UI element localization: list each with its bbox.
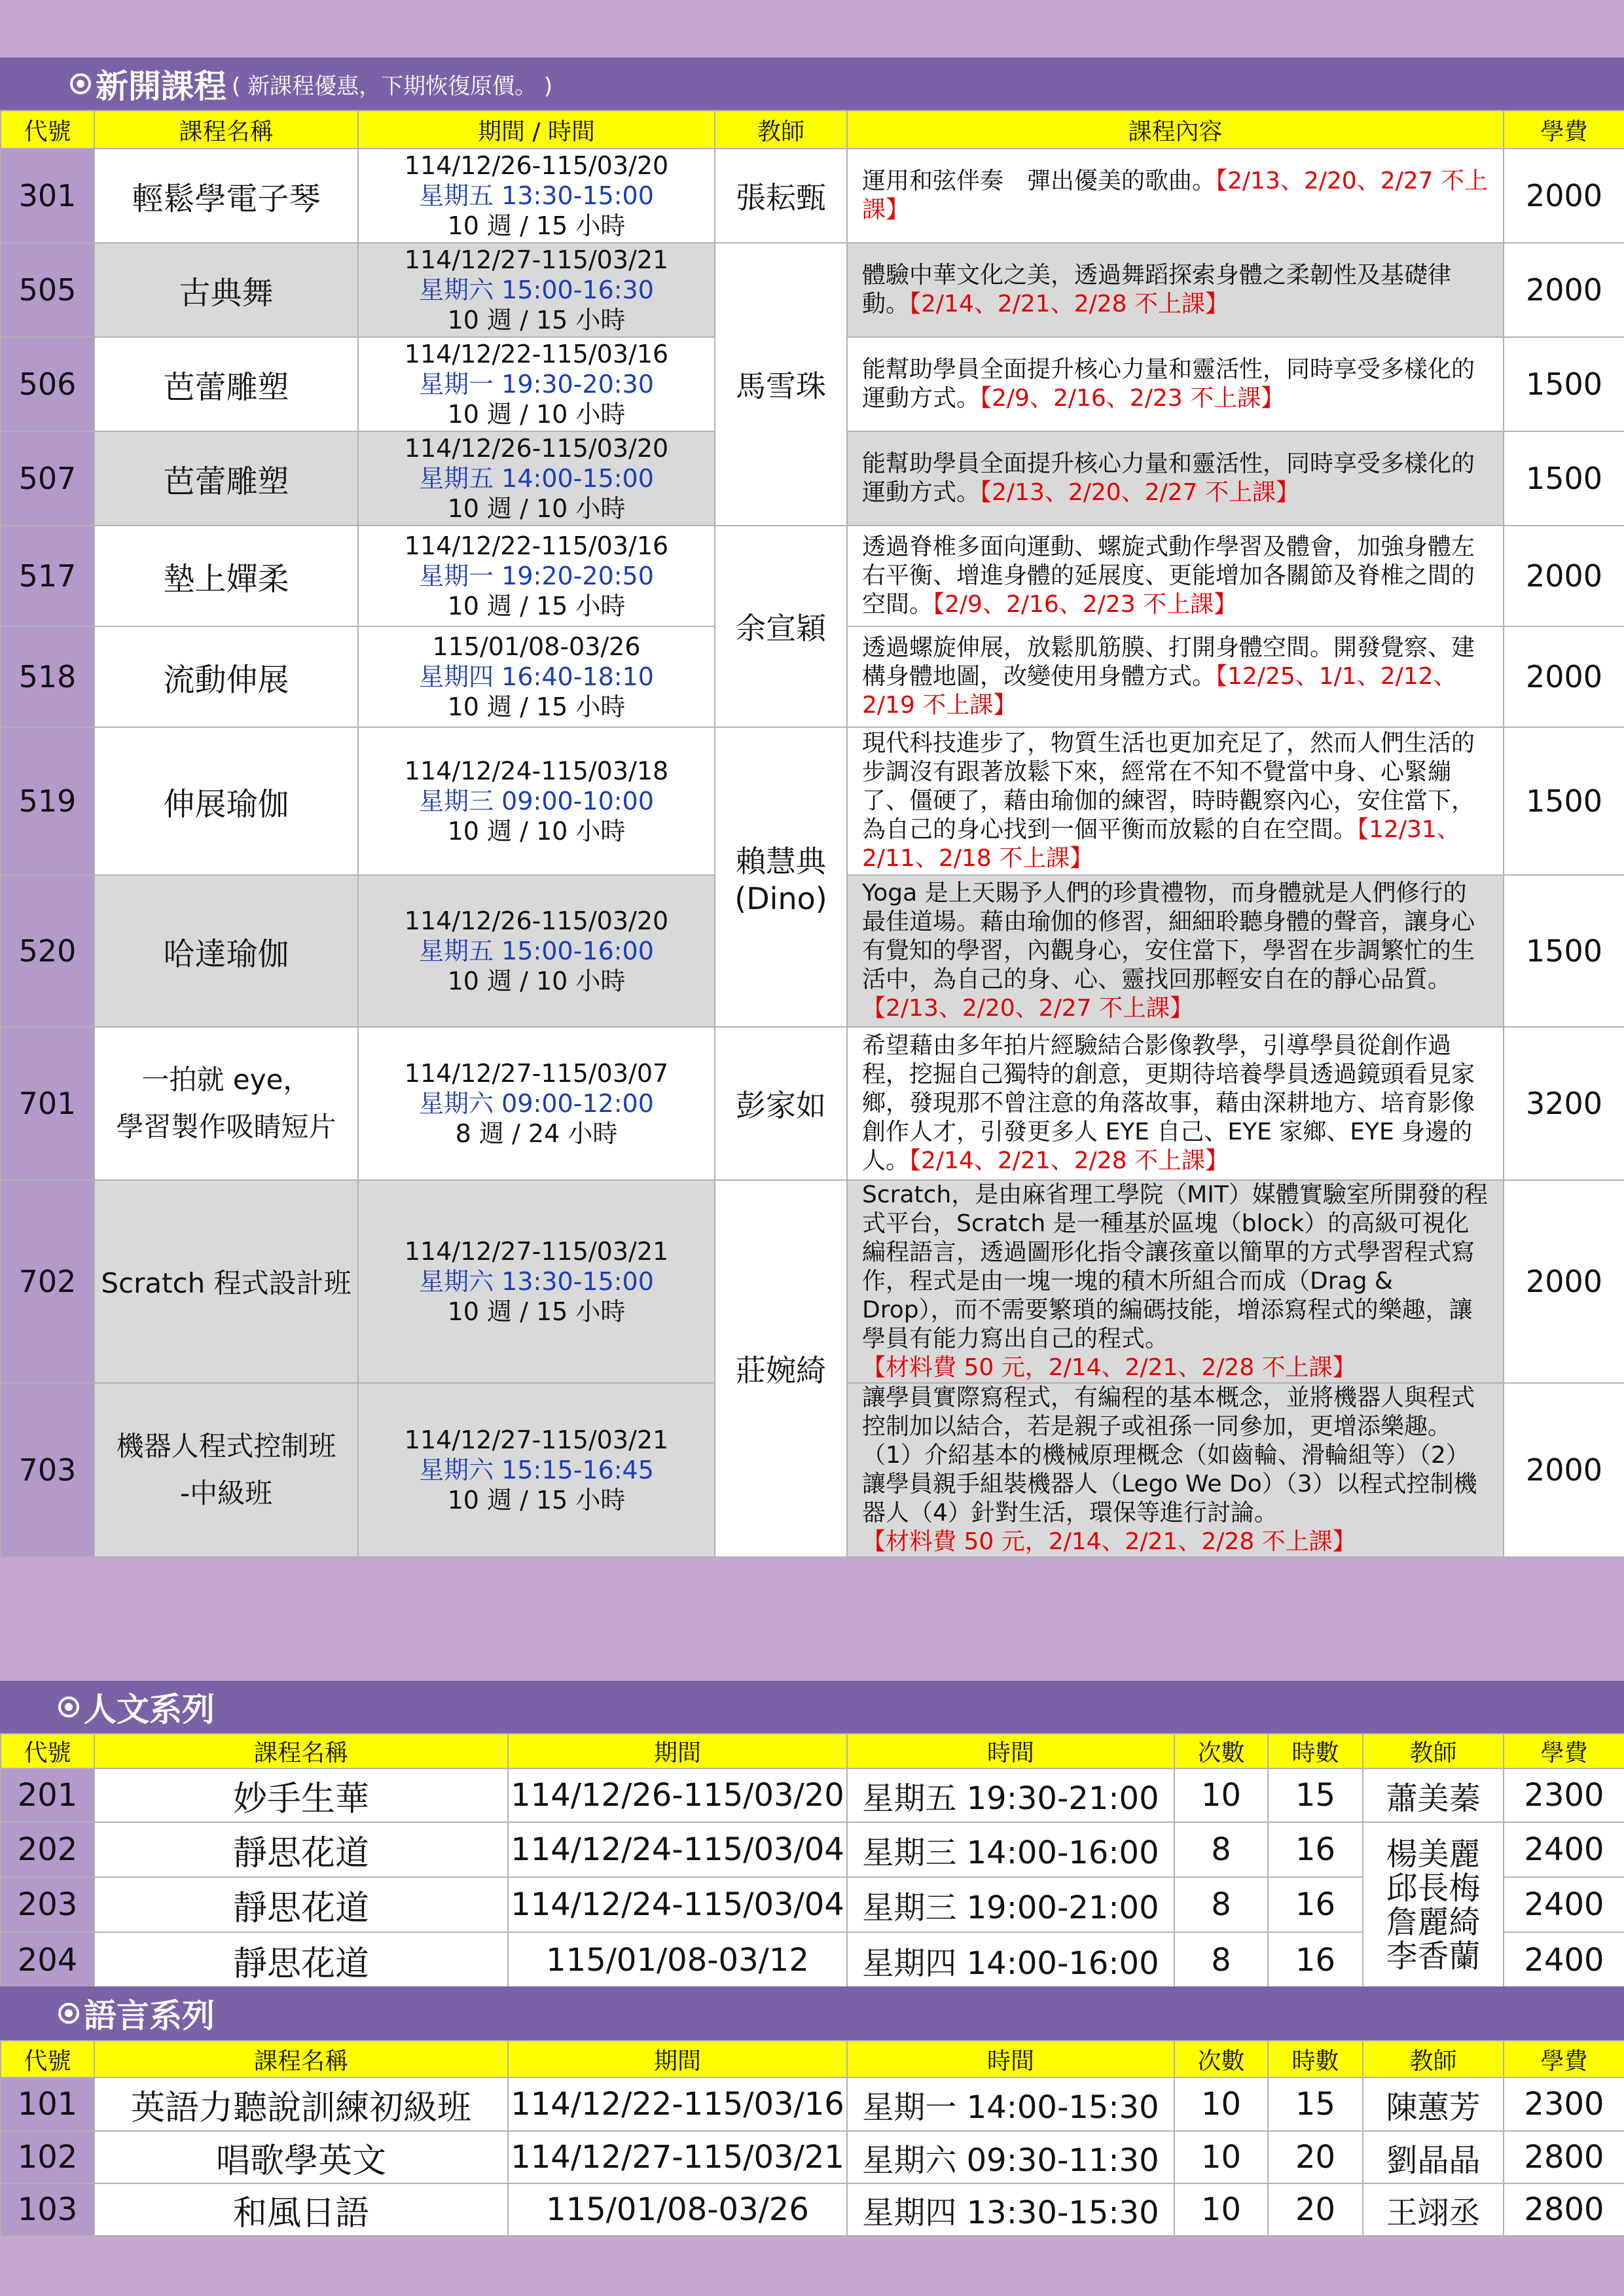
course-content bbox=[847, 1383, 1504, 1557]
header-teacher: 教師 bbox=[715, 111, 847, 149]
course-hours: 10 週 / 10 小時 bbox=[447, 967, 626, 996]
course-period: 114/12/26-115/03/20 bbox=[508, 1768, 847, 1822]
course-time: 星期六 15:00-16:30 bbox=[419, 276, 654, 304]
course-period bbox=[358, 1180, 715, 1383]
course-content bbox=[847, 149, 1504, 243]
course-teacher: 馬雪珠 bbox=[715, 243, 847, 526]
course-teacher: 張耘甄 bbox=[715, 149, 847, 243]
course-period bbox=[358, 149, 715, 243]
course-dates: 114/12/26-115/03/20 bbox=[404, 906, 669, 935]
course-fee: 2000 bbox=[1504, 243, 1624, 337]
course-fee: 3200 bbox=[1504, 1027, 1624, 1180]
double-circle-icon bbox=[58, 1696, 80, 1718]
course-content bbox=[847, 875, 1504, 1027]
course-period bbox=[358, 1027, 715, 1180]
course-period bbox=[358, 526, 715, 626]
course-name: 靜思花道 bbox=[94, 1932, 508, 1988]
header-fee: 學費 bbox=[1504, 2041, 1624, 2077]
course-dates: 114/12/26-115/03/20 bbox=[404, 151, 669, 180]
table-header-row bbox=[1, 1734, 1624, 1768]
course-teacher: 陳蕙芳 bbox=[1363, 2077, 1504, 2131]
course-name: 和風日語 bbox=[94, 2183, 508, 2236]
header-period: 期間 bbox=[508, 1734, 847, 1768]
course-name: 古典舞 bbox=[94, 243, 358, 337]
course-name: 伸展瑜伽 bbox=[94, 727, 358, 875]
course-time: 星期五 15:00-16:00 bbox=[419, 937, 654, 965]
course-period: 114/12/24-115/03/04 bbox=[508, 1877, 847, 1932]
header-code: 代號 bbox=[1, 1734, 94, 1768]
content-text: 讓學員實際寫程式，有編程的基本概念，並將機器人與程式控制加以結合，若是親子或祖孫一同參加，更增添樂趣。（1）介紹基本的機械原理概念（如齒輪、滑輪組等）（2）讓學員親手組裝機器人（Lego We Do）（3）以程式控制機器人（4）針對生活，環保等進行討論。 bbox=[862, 1384, 1477, 1526]
course-hours: 20 bbox=[1268, 2131, 1363, 2183]
course-dates: 114/12/27-115/03/21 bbox=[404, 245, 669, 274]
course-fee: 2800 bbox=[1504, 2183, 1624, 2236]
course-hours: 10 週 / 10 小時 bbox=[447, 400, 626, 429]
course-hours: 10 週 / 15 小時 bbox=[447, 592, 626, 620]
teacher-alias: (Dino) bbox=[734, 881, 827, 916]
course-hours: 16 bbox=[1268, 1822, 1363, 1877]
course-sessions: 10 bbox=[1174, 1768, 1268, 1822]
course-period: 114/12/22-115/03/16 bbox=[508, 2077, 847, 2131]
course-name: 靜思花道 bbox=[94, 1822, 508, 1877]
header-hours: 時數 bbox=[1268, 1734, 1363, 1768]
header-fee: 學費 bbox=[1504, 111, 1624, 149]
course-teacher: 彭家如 bbox=[715, 1027, 847, 1180]
course-teacher: 劉晶晶 bbox=[1363, 2131, 1504, 2183]
course-sessions: 8 bbox=[1174, 1932, 1268, 1988]
course-teacher: 余宣穎 bbox=[715, 526, 847, 727]
course-hours: 10 週 / 15 小時 bbox=[447, 211, 626, 240]
course-time: 星期一 19:30-20:30 bbox=[419, 370, 654, 399]
course-content bbox=[847, 1180, 1504, 1383]
double-circle-icon bbox=[58, 2002, 80, 2024]
course-code: 102 bbox=[1, 2131, 94, 2183]
teacher-name: 邱長梅 bbox=[1386, 1870, 1481, 1907]
double-circle-icon bbox=[69, 73, 92, 95]
table-row bbox=[1, 1180, 1624, 1383]
teacher-name: 詹麗綺 bbox=[1386, 1904, 1481, 1941]
course-sessions: 10 bbox=[1174, 2077, 1268, 2131]
table-row bbox=[1, 2131, 1624, 2183]
course-time: 星期一 14:00-15:30 bbox=[847, 2077, 1174, 2131]
content-text: 透過螺旋伸展，放鬆肌筋膜、打開身體空間。開發覺察、建構身體地圖，改變使用身體方式。 bbox=[862, 634, 1475, 690]
course-teacher: 王翊丞 bbox=[1363, 2183, 1504, 2236]
course-period: 115/01/08-03/12 bbox=[508, 1932, 847, 1988]
course-time: 星期五 14:00-15:00 bbox=[419, 464, 654, 493]
content-text: 能幫助學員全面提升核心力量和靈活性，同時享受多樣化的運動方式。 bbox=[862, 356, 1475, 412]
course-name bbox=[94, 1383, 358, 1557]
course-name: Scratch 程式設計班 bbox=[94, 1180, 358, 1383]
header-time: 時間 bbox=[847, 2041, 1174, 2077]
humanities-table bbox=[0, 1733, 1624, 1989]
no-class-note: 【材料費 50 元，2/14、2/21、2/28 不上課】 bbox=[862, 1528, 1356, 1555]
course-period bbox=[358, 727, 715, 875]
course-dates: 115/01/08-03/26 bbox=[432, 632, 641, 661]
table-row bbox=[1, 2077, 1624, 2131]
course-dates: 114/12/27-115/03/07 bbox=[404, 1059, 669, 1088]
course-code: 517 bbox=[1, 526, 94, 626]
table-row bbox=[1, 1027, 1624, 1180]
header-name: 課程名稱 bbox=[94, 111, 358, 149]
course-hours: 10 週 / 15 小時 bbox=[447, 1297, 626, 1326]
course-hours: 16 bbox=[1268, 1877, 1363, 1932]
course-time: 星期三 19:00-21:00 bbox=[847, 1877, 1174, 1932]
header-code: 代號 bbox=[1, 111, 94, 149]
course-dates: 114/12/22-115/03/16 bbox=[404, 531, 669, 560]
header-fee: 學費 bbox=[1504, 1734, 1624, 1768]
course-dates: 114/12/22-115/03/16 bbox=[404, 340, 669, 368]
header-code: 代號 bbox=[1, 2041, 94, 2077]
course-time: 星期四 13:30-15:30 bbox=[847, 2183, 1174, 2236]
course-fee: 1500 bbox=[1504, 727, 1624, 875]
course-code: 201 bbox=[1, 1768, 94, 1822]
table-row bbox=[1, 1822, 1624, 1877]
course-fee: 2400 bbox=[1504, 1932, 1624, 1988]
course-content bbox=[847, 727, 1504, 875]
course-fee: 2400 bbox=[1504, 1822, 1624, 1877]
course-time: 星期五 19:30-21:00 bbox=[847, 1768, 1174, 1822]
course-code: 702 bbox=[1, 1180, 94, 1383]
course-fee: 2000 bbox=[1504, 1383, 1624, 1557]
content-text: Scratch，是由麻省理工學院（MIT）媒體實驗室所開發的程式平台，Scratch 是一種基於區塊（block）的高級可視化編程語言，透過圖形化指令讓孩童以簡單的方式學習程式寫作，程式是由一塊一塊的積木所組合而成（Drag & Drop），而不需要繁瑣的編碼技能，增添寫程式的樂趣，讓學員有能力寫出自己的程式。 bbox=[862, 1181, 1488, 1352]
content-text: 能幫助學員全面提升核心力量和靈活性，同時享受多樣化的運動方式。 bbox=[862, 450, 1475, 506]
course-hours: 15 bbox=[1268, 2077, 1363, 2131]
table-header-row bbox=[1, 2041, 1624, 2077]
course-time: 星期六 09:30-11:30 bbox=[847, 2131, 1174, 2183]
course-code: 203 bbox=[1, 1877, 94, 1932]
content-text: Yoga 是上天賜予人們的珍貴禮物，而身體就是人們修行的最佳道場。藉由瑜伽的修習，細細聆聽身體的聲音，讓身心有覺知的學習，內觀身心，安住當下，學習在步調繁忙的生活中，為自己的身、心、靈找回那輕安自在的靜心品質。 bbox=[862, 880, 1475, 993]
course-time: 星期一 19:20-20:50 bbox=[419, 562, 654, 590]
course-name: 哈達瑜伽 bbox=[94, 875, 358, 1027]
course-code: 520 bbox=[1, 875, 94, 1027]
course-hours: 10 週 / 15 小時 bbox=[447, 1486, 626, 1515]
course-content bbox=[847, 626, 1504, 727]
header-hours: 時數 bbox=[1268, 2041, 1363, 2077]
table-row bbox=[1, 727, 1624, 875]
header-time: 時間 bbox=[847, 1734, 1174, 1768]
course-period bbox=[358, 431, 715, 526]
content-text: 希望藉由多年拍片經驗結合影像教學，引導學員從創作過程，挖掘自己獨特的創意，更期待培養學員透過鏡頭看見家鄉，發現那不曾注意的角落故事，藉由深耕地方、培育影像創作人才，引發更多人 EYE 自己、EYE 家鄉、EYE 身邊的人。 bbox=[862, 1032, 1475, 1174]
course-name: 流動伸展 bbox=[94, 626, 358, 727]
course-hours: 10 週 / 15 小時 bbox=[447, 692, 626, 721]
course-time: 星期六 09:00-12:00 bbox=[419, 1089, 654, 1118]
course-dates: 114/12/24-115/03/18 bbox=[404, 757, 669, 785]
course-code: 703 bbox=[1, 1383, 94, 1557]
course-code: 507 bbox=[1, 431, 94, 526]
course-hours: 15 bbox=[1268, 1768, 1363, 1822]
course-fee: 2000 bbox=[1504, 1180, 1624, 1383]
course-dates: 114/12/26-115/03/20 bbox=[404, 434, 669, 463]
new-courses-table bbox=[0, 110, 1624, 1558]
course-sessions: 8 bbox=[1174, 1877, 1268, 1932]
course-teacher: 莊婉綺 bbox=[715, 1180, 847, 1557]
course-name: 唱歌學英文 bbox=[94, 2131, 508, 2183]
course-period: 115/01/08-03/26 bbox=[508, 2183, 847, 2236]
header-period: 期間 / 時間 bbox=[358, 111, 715, 149]
course-code: 204 bbox=[1, 1932, 94, 1988]
course-code: 101 bbox=[1, 2077, 94, 2131]
header-period: 期間 bbox=[508, 2041, 847, 2077]
content-text: 體驗中華文化之美，透過舞蹈探索身體之柔韌性及基礎律動。 bbox=[862, 262, 1452, 317]
course-fee: 2000 bbox=[1504, 149, 1624, 243]
course-time: 星期六 15:15-16:45 bbox=[419, 1456, 654, 1484]
course-fee: 1500 bbox=[1504, 875, 1624, 1027]
course-name bbox=[94, 1027, 358, 1180]
course-hours: 20 bbox=[1268, 2183, 1363, 2236]
course-fee: 2400 bbox=[1504, 1877, 1624, 1932]
content-text: 運用和弦伴奏 彈出優美的歌曲。 bbox=[862, 168, 1216, 194]
course-name: 墊上嬋柔 bbox=[94, 526, 358, 626]
course-fee: 2000 bbox=[1504, 526, 1624, 626]
course-code: 202 bbox=[1, 1822, 94, 1877]
course-time: 星期四 14:00-16:00 bbox=[847, 1932, 1174, 1988]
course-name-line1: 一拍就 eye， bbox=[141, 1064, 311, 1096]
no-class-note: 【材料費 50 元，2/14、2/21、2/28 不上課】 bbox=[862, 1354, 1356, 1381]
course-period bbox=[358, 243, 715, 337]
section-title: 新開課程 bbox=[96, 67, 226, 105]
course-name-line2: -中級班 bbox=[179, 1477, 273, 1509]
table-row bbox=[1, 2183, 1624, 2236]
course-fee: 2800 bbox=[1504, 2131, 1624, 2183]
course-hours: 10 週 / 10 小時 bbox=[447, 817, 626, 846]
no-class-note: 【2/13、2/20、2/27 不上課】 bbox=[862, 168, 1488, 223]
header-name: 課程名稱 bbox=[94, 1734, 508, 1768]
table-row bbox=[1, 149, 1624, 243]
course-content bbox=[847, 243, 1504, 337]
teacher-name: 楊美麗 bbox=[1386, 1836, 1481, 1873]
course-code: 519 bbox=[1, 727, 94, 875]
course-code: 103 bbox=[1, 2183, 94, 2236]
course-name: 妙手生華 bbox=[94, 1768, 508, 1822]
course-name: 輕鬆學電子琴 bbox=[94, 149, 358, 243]
course-code: 505 bbox=[1, 243, 94, 337]
no-class-note: 【12/25、1/1、2/12、2/19 不上課】 bbox=[862, 663, 1457, 719]
course-code: 518 bbox=[1, 626, 94, 727]
course-fee: 1500 bbox=[1504, 337, 1624, 431]
course-name: 靜思花道 bbox=[94, 1877, 508, 1932]
section-title: 人文系列 bbox=[84, 1691, 215, 1729]
course-time: 星期六 13:30-15:00 bbox=[419, 1267, 654, 1296]
content-text: 透過脊椎多面向運動、螺旋式動作學習及體會，加強身體左右平衡、增進身體的延展度、更能增加各關節及脊椎之間的空間。 bbox=[862, 533, 1475, 618]
no-class-note: 【12/31、2/11、2/18 不上課】 bbox=[862, 816, 1460, 872]
header-teacher: 教師 bbox=[1363, 2041, 1504, 2077]
course-content bbox=[847, 1027, 1504, 1180]
course-fee: 2300 bbox=[1504, 1768, 1624, 1822]
course-sessions: 10 bbox=[1174, 2131, 1268, 2183]
course-name: 芭蕾雕塑 bbox=[94, 431, 358, 526]
header-sessions: 次數 bbox=[1174, 1734, 1268, 1768]
course-name: 英語力聽說訓練初級班 bbox=[94, 2077, 508, 2131]
course-dates: 114/12/27-115/03/21 bbox=[404, 1426, 669, 1454]
course-content bbox=[847, 431, 1504, 526]
course-code: 506 bbox=[1, 337, 94, 431]
table-row bbox=[1, 243, 1624, 337]
course-fee: 1500 bbox=[1504, 431, 1624, 526]
no-class-note: 【2/14、2/21、2/28 不上課】 bbox=[909, 291, 1229, 317]
course-time: 星期三 09:00-10:00 bbox=[419, 787, 654, 816]
course-teacher bbox=[715, 727, 847, 1027]
course-hours: 10 週 / 15 小時 bbox=[447, 306, 626, 334]
course-dates: 114/12/27-115/03/21 bbox=[404, 1237, 669, 1266]
no-class-note: 【2/13、2/20、2/27 不上課】 bbox=[980, 479, 1299, 506]
course-name: 芭蕾雕塑 bbox=[94, 337, 358, 431]
table-row bbox=[1, 1768, 1624, 1822]
teacher-name: 李香蘭 bbox=[1386, 1938, 1481, 1975]
language-table bbox=[0, 2040, 1624, 2236]
course-period bbox=[358, 875, 715, 1027]
table-row bbox=[1, 526, 1624, 626]
section-banner-new-courses bbox=[0, 58, 1624, 110]
section-subtitle: ( 新課程優惠，下期恢復原價。 ) bbox=[232, 73, 553, 99]
course-fee: 2000 bbox=[1504, 626, 1624, 727]
no-class-note: 【2/9、2/16、2/23 不上課】 bbox=[933, 591, 1238, 618]
header-name: 課程名稱 bbox=[94, 2041, 508, 2077]
course-fee: 2300 bbox=[1504, 2077, 1624, 2131]
course-period bbox=[358, 626, 715, 727]
course-code: 301 bbox=[1, 149, 94, 243]
course-hours: 8 週 / 24 小時 bbox=[455, 1119, 618, 1148]
header-content: 課程內容 bbox=[847, 111, 1504, 149]
no-class-note: 【2/9、2/16、2/23 不上課】 bbox=[980, 385, 1285, 412]
course-teacher bbox=[1363, 1822, 1504, 1988]
course-period bbox=[358, 1383, 715, 1557]
course-name-line2: 學習製作吸睛短片 bbox=[116, 1111, 336, 1143]
no-class-note: 【2/14、2/21、2/28 不上課】 bbox=[909, 1147, 1229, 1174]
teacher-name: 賴慧典 bbox=[736, 844, 826, 879]
section-banner-language bbox=[0, 1986, 1624, 2040]
course-period bbox=[358, 337, 715, 431]
course-content bbox=[847, 526, 1504, 626]
header-teacher: 教師 bbox=[1363, 1734, 1504, 1768]
course-period: 114/12/24-115/03/04 bbox=[508, 1822, 847, 1877]
section-title: 語言系列 bbox=[84, 1997, 215, 2035]
no-class-note: 【2/13、2/20、2/27 不上課】 bbox=[862, 995, 1193, 1022]
header-sessions: 次數 bbox=[1174, 2041, 1268, 2077]
content-text: 現代科技進步了，物質生活也更加充足了，然而人們生活的步調沒有跟著放鬆下來，經常在不知不覺當中身、心緊繃了、僵硬了，藉由瑜伽的練習，時時觀察內心，安住當下，為自己的身心找到一個平衡而放鬆的自在空間。 bbox=[862, 730, 1475, 843]
course-sessions: 10 bbox=[1174, 2183, 1268, 2236]
course-code: 701 bbox=[1, 1027, 94, 1180]
course-content bbox=[847, 337, 1504, 431]
course-name-line1: 機器人程式控制班 bbox=[116, 1430, 336, 1462]
course-sessions: 8 bbox=[1174, 1822, 1268, 1877]
course-time: 星期四 16:40-18:10 bbox=[419, 662, 654, 691]
course-period: 114/12/27-115/03/21 bbox=[508, 2131, 847, 2183]
table-header-row bbox=[1, 111, 1624, 149]
course-hours: 10 週 / 10 小時 bbox=[447, 494, 626, 523]
course-time: 星期三 14:00-16:00 bbox=[847, 1822, 1174, 1877]
course-time: 星期五 13:30-15:00 bbox=[419, 181, 654, 210]
course-teacher: 蕭美蓁 bbox=[1363, 1768, 1504, 1822]
section-banner-humanities bbox=[0, 1681, 1624, 1733]
course-hours: 16 bbox=[1268, 1932, 1363, 1988]
